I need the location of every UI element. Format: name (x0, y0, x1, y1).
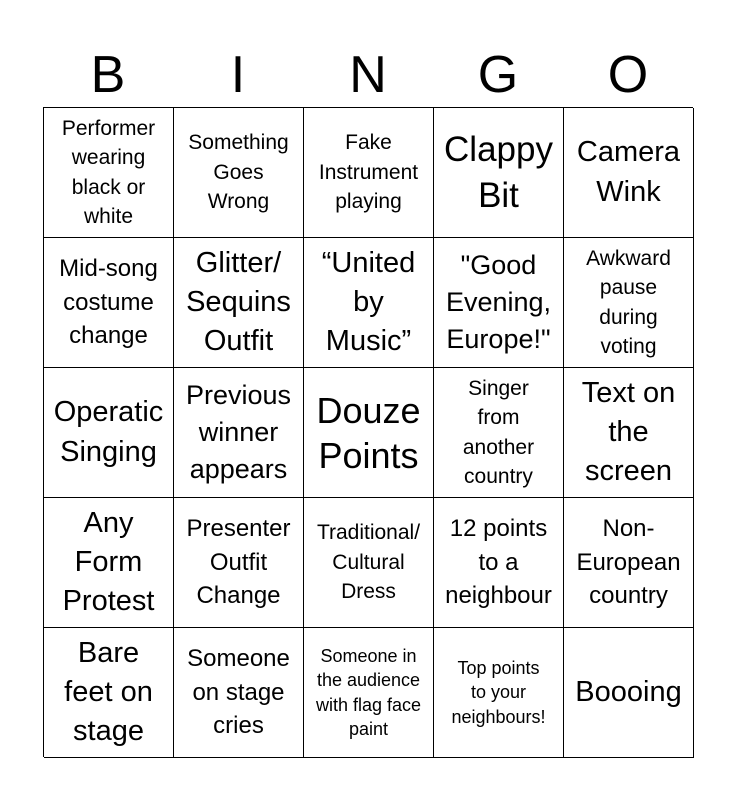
bingo-cell[interactable]: "Good Evening, Europe!" (434, 238, 564, 368)
bingo-cell[interactable]: Any Form Protest (44, 498, 174, 628)
bingo-cell[interactable]: “United by Music” (304, 238, 434, 368)
bingo-cell[interactable]: Mid-song costume change (44, 238, 174, 368)
bingo-cell[interactable]: Someone on stage cries (174, 628, 304, 758)
bingo-cell[interactable]: Someone in the audience with flag face paint (304, 628, 434, 758)
header-letter-i: I (230, 46, 246, 104)
bingo-cell[interactable]: Non- European country (564, 498, 694, 628)
header-letter-n: N (349, 46, 387, 104)
bingo-cell[interactable]: Traditional/ Cultural Dress (304, 498, 434, 628)
bingo-cell[interactable]: Glitter/ Sequins Outfit (174, 238, 304, 368)
bingo-cell[interactable]: Bare feet on stage (44, 628, 174, 758)
bingo-cell[interactable]: Fake Instrument playing (304, 108, 434, 238)
header-letter-g: G (477, 46, 519, 104)
bingo-cell[interactable]: Clappy Bit (434, 108, 564, 238)
bingo-cell[interactable]: Presenter Outfit Change (174, 498, 304, 628)
bingo-cell[interactable]: Top points to your neighbours! (434, 628, 564, 758)
bingo-cell[interactable]: Previous winner appears (174, 368, 304, 498)
bingo-cell[interactable]: Performer wearing black or white (44, 108, 174, 238)
bingo-board (43, 107, 693, 757)
bingo-cell[interactable]: Douze Points (304, 368, 434, 498)
bingo-cell[interactable]: Text on the screen (564, 368, 694, 498)
bingo-cell[interactable]: Operatic Singing (44, 368, 174, 498)
bingo-header (43, 44, 693, 106)
bingo-cell[interactable]: 12 points to a neighbour (434, 498, 564, 628)
header-letter-b: B (90, 46, 126, 104)
header-letter-o: O (607, 46, 649, 104)
bingo-cell[interactable]: Awkward pause during voting (564, 238, 694, 368)
bingo-cell[interactable]: Singer from another country (434, 368, 564, 498)
bingo-cell[interactable]: Something Goes Wrong (174, 108, 304, 238)
bingo-cell[interactable]: Boooing (564, 628, 694, 758)
bingo-cell[interactable]: Camera Wink (564, 108, 694, 238)
